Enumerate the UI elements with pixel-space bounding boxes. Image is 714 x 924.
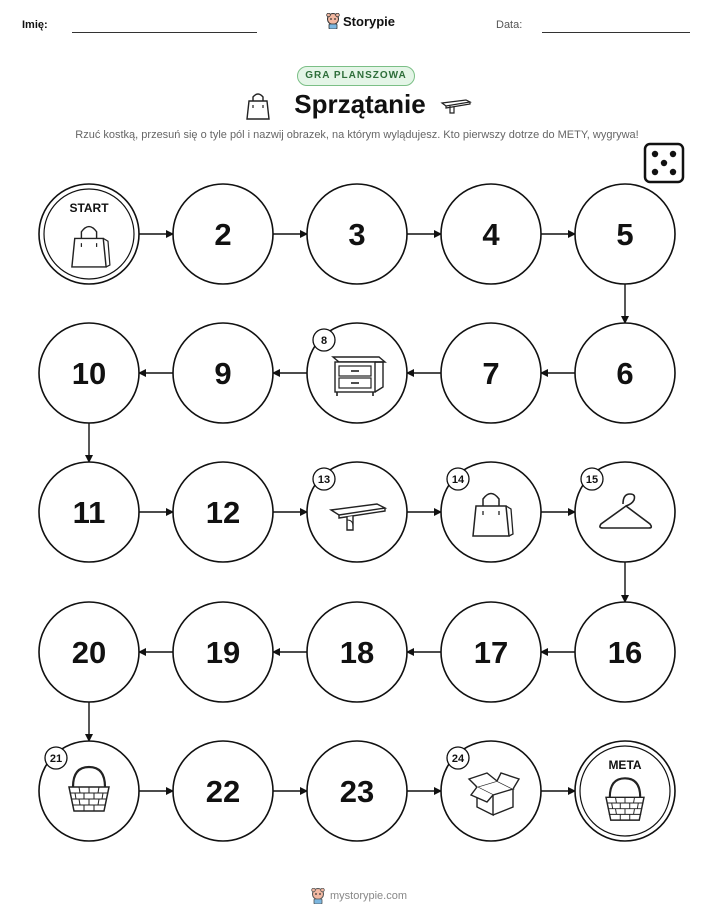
instructions: Rzuć kostką, przesuń się o tyle pól i nazwij obrazek, na którym wylądujesz. Kto pierwszy dotrze do METY, wygrywa! [75,129,639,141]
board-space [575,184,675,284]
space-number: 14 [451,474,465,486]
board-space [307,323,407,423]
space-number: 9 [214,356,232,391]
board-space [441,741,541,841]
board-space [39,462,139,562]
space-number: 4 [482,217,500,252]
board-space [173,741,273,841]
board-space [39,741,139,841]
space-number: 20 [71,635,107,670]
board-space [39,602,139,702]
board-space [173,184,273,284]
space-number: 11 [72,495,106,530]
board-space [441,462,541,562]
board-space [575,323,675,423]
footer-url: mystorypie.com [330,890,408,902]
space-number: 21 [49,753,63,765]
space-number: 23 [339,774,375,809]
space-number: 5 [616,217,634,252]
board-space [173,462,273,562]
space-number: 8 [320,335,328,347]
space-number: 2 [214,217,232,252]
board-space [173,602,273,702]
space-number: 17 [473,635,509,670]
board-space [39,323,139,423]
board-space [441,602,541,702]
space-circle [39,184,139,284]
space-number: 16 [607,635,643,670]
board-space [441,184,541,284]
space-number: 19 [205,635,241,670]
board-space [307,462,407,562]
space-number: 7 [482,356,500,391]
name-label: Imię: [22,19,48,31]
space-number: 15 [585,474,599,486]
space-label: START [69,201,109,215]
board-space [441,323,541,423]
brand-name: Storypie [343,13,396,29]
date-label: Data: [496,19,523,31]
footer [310,888,407,904]
finish-space [575,741,675,841]
space-number: 12 [205,495,241,530]
start-space [39,184,139,284]
space-label: META [608,758,642,772]
board-space [307,741,407,841]
space-number: 18 [339,635,375,670]
space-number: 6 [616,356,634,391]
space-number: 3 [348,217,366,252]
space-number: 10 [71,356,107,391]
game-type-badge: GRA PLANSZOWA [297,66,415,86]
storypie-mascot-icon [310,888,326,904]
board-space [173,323,273,423]
board-space [575,602,675,702]
page-title: Sprzątanie [294,89,426,119]
board-space [307,602,407,702]
board-space [307,184,407,284]
space-number: 24 [451,753,465,765]
space-number: 13 [317,474,331,486]
space-number: 22 [205,774,241,809]
space-circle [575,741,675,841]
board-space [575,462,675,562]
